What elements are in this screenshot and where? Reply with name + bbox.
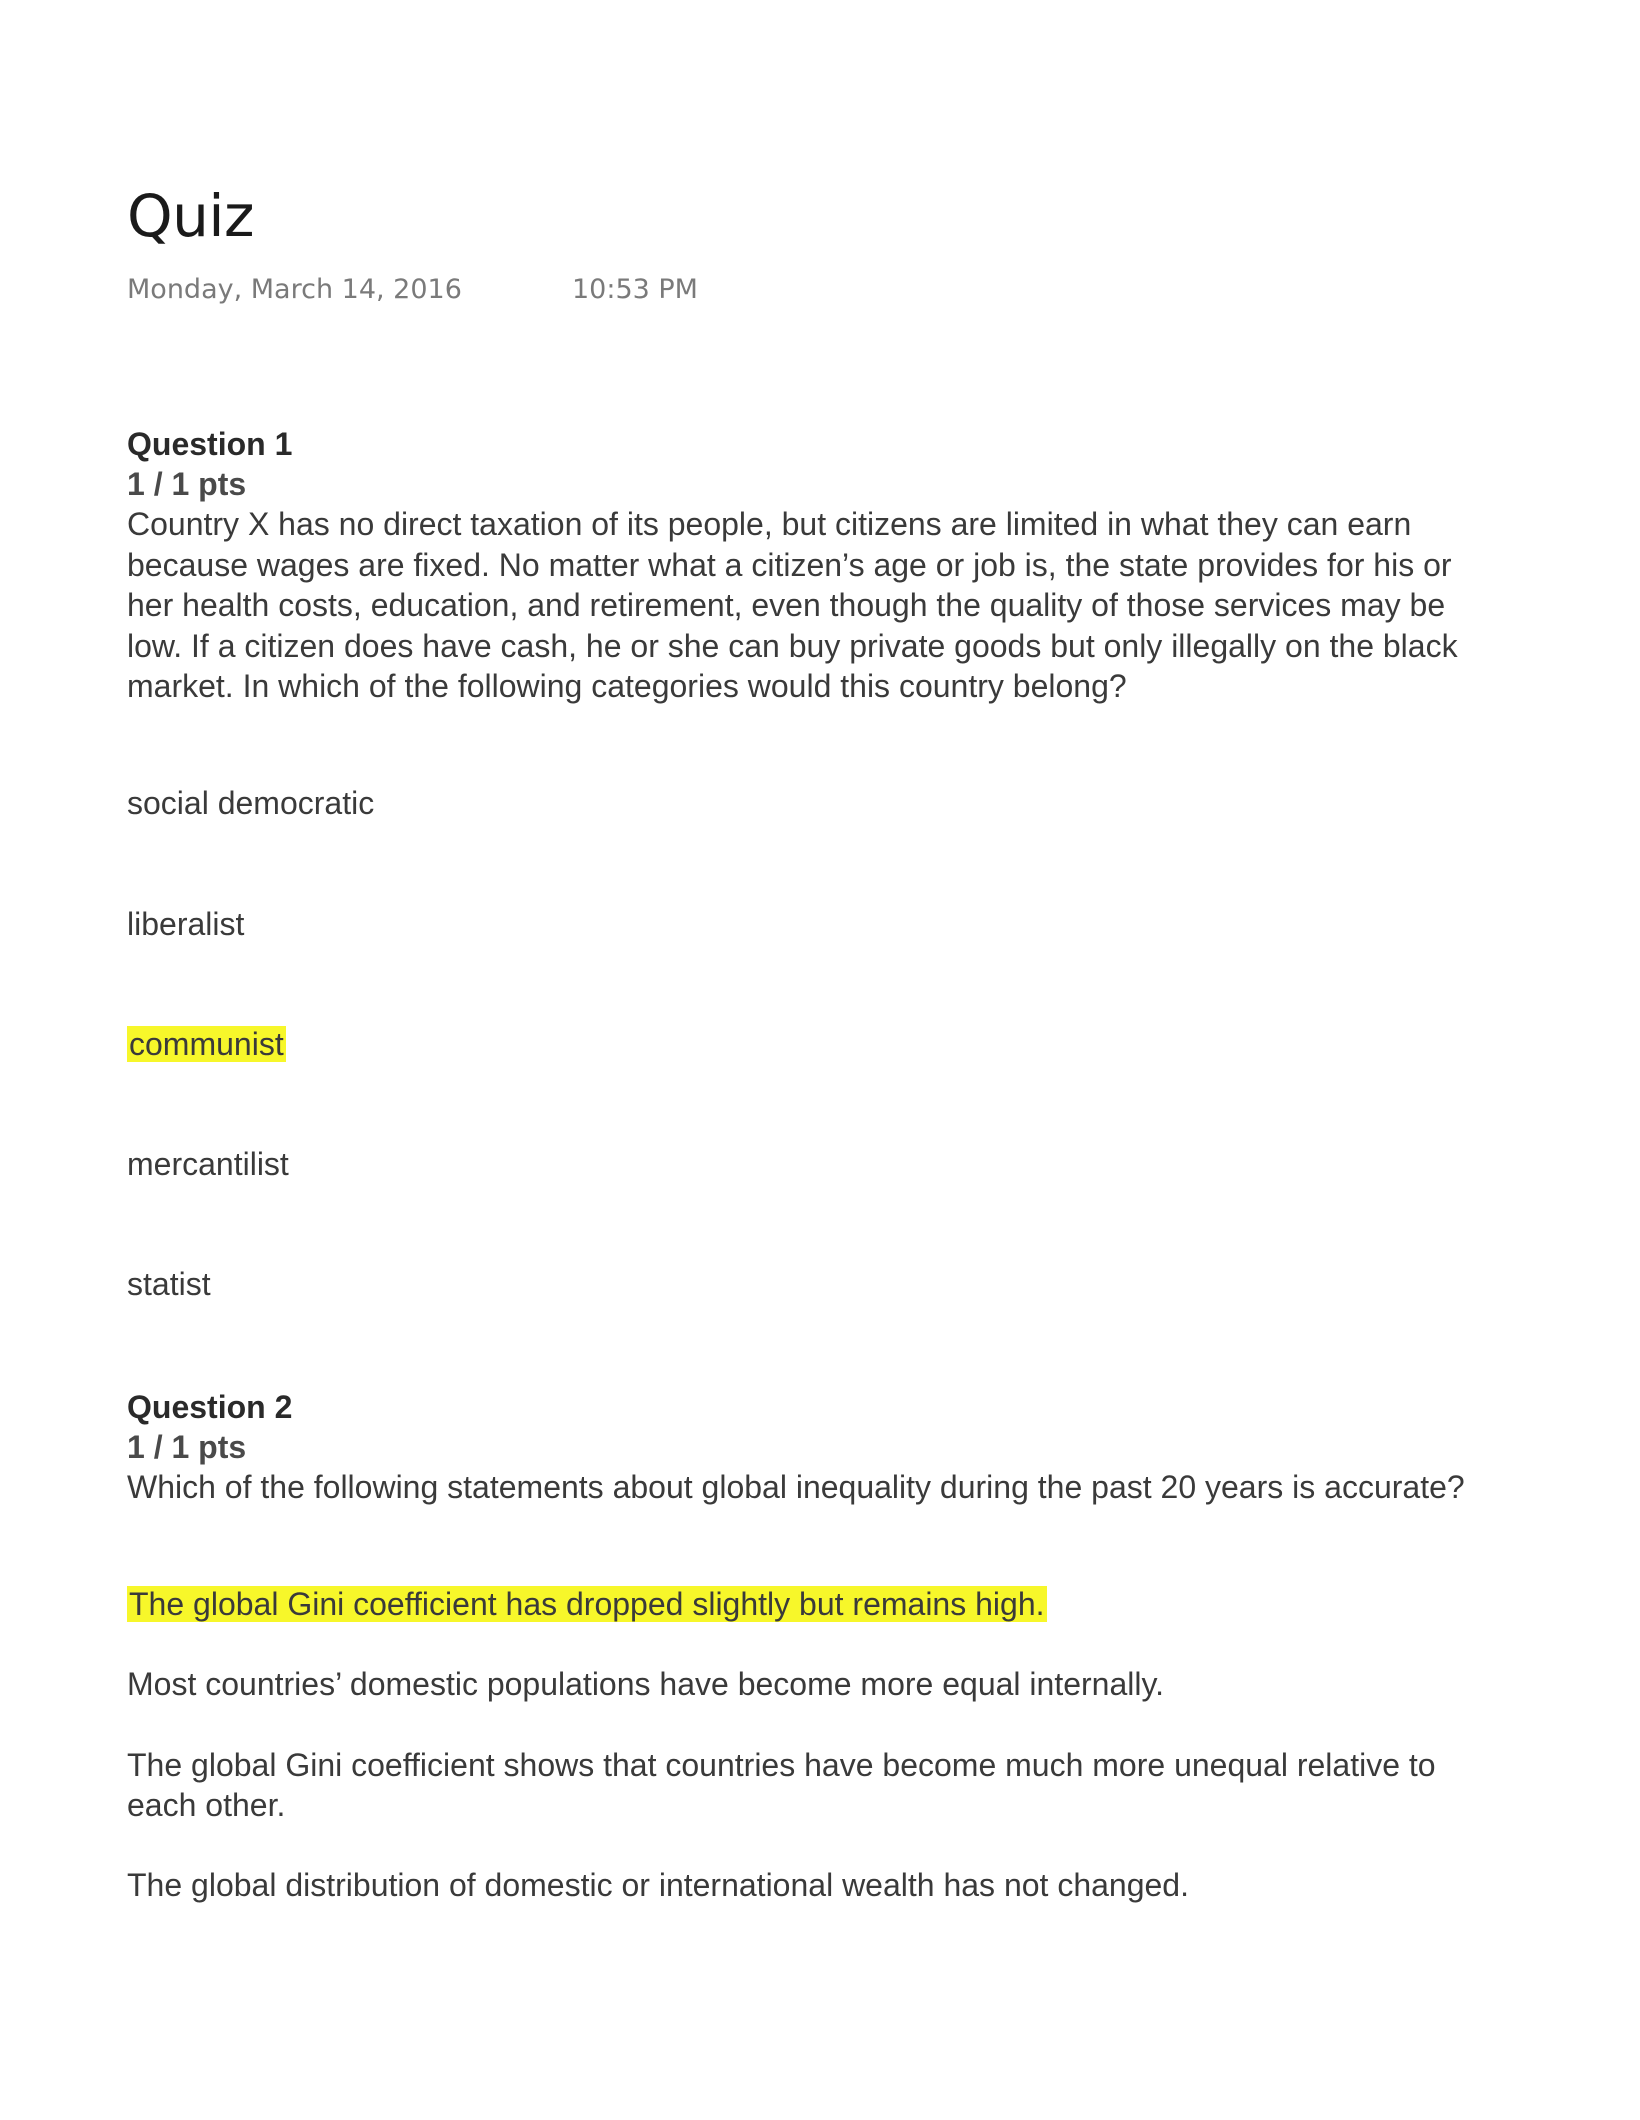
page-time: 10:53 PM <box>572 274 698 305</box>
question-2 <box>127 1387 1487 1508</box>
answer-option: statist <box>127 1266 211 1302</box>
page-date: Monday, March 14, 2016 <box>127 274 462 305</box>
answer-option-selected <box>127 1584 1047 1624</box>
answer-option: liberalist <box>127 906 245 942</box>
question-heading: Question 1 <box>127 426 293 462</box>
question-text: Country X has no direct taxation of its people, but citizens are limited in what they can earn because wages are fixed. No matter what a citizen’s age or job is, the state provides for his or her health costs, education, and retirement, even though the quality of those services may be low. If a citizen does have cash, he or she can buy private goods but only illegally on the black market. In which of the following categories would this country belong? <box>127 506 1458 704</box>
answer-option: The global distribution of domestic or international wealth has not changed. <box>127 1867 1189 1903</box>
answer-option: mercantilist <box>127 1146 289 1182</box>
answer-option: social democratic <box>127 785 375 821</box>
answer-option: Most countries’ domestic populations have become more equal internally. <box>127 1666 1164 1702</box>
answer-highlight: The global Gini coefficient has dropped slightly but remains high. <box>129 1586 1045 1622</box>
answer-option-selected <box>127 1024 286 1064</box>
question-points: 1 / 1 pts <box>127 1429 247 1465</box>
question-points: 1 / 1 pts <box>127 466 247 502</box>
question-heading: Question 2 <box>127 1389 293 1425</box>
answer-highlight: communist <box>129 1026 284 1062</box>
page-title: Quiz <box>127 182 254 250</box>
answer-option: The global Gini coefficient shows that countries have become much more unequal relative to each other. <box>127 1747 1436 1823</box>
question-1 <box>127 424 1487 707</box>
question-text: Which of the following statements about global inequality during the past 20 years is accurate? <box>127 1469 1465 1505</box>
